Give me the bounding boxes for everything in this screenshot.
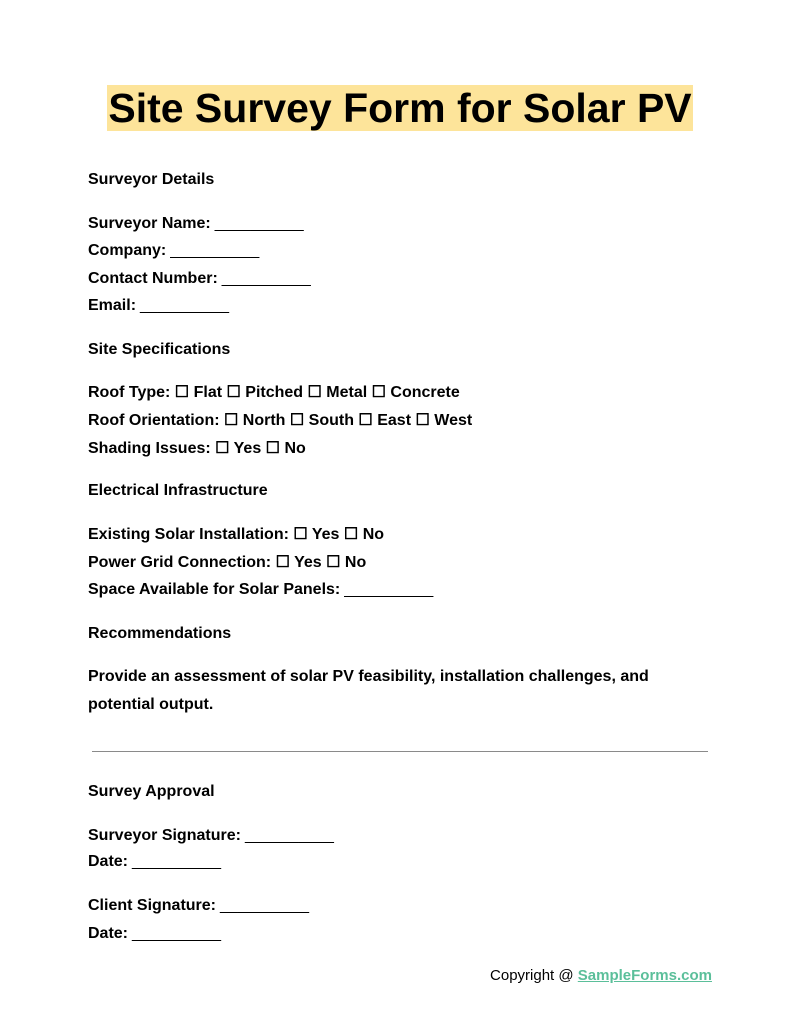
contact-blank[interactable]: __________ bbox=[221, 270, 311, 287]
section-heading-electrical: Electrical Infrastructure bbox=[88, 482, 268, 499]
section-heading-surveyor: Surveyor Details bbox=[88, 171, 215, 188]
existing-solar-row[interactable]: Existing Solar Installation: ☐ Yes ☐ No bbox=[88, 526, 385, 543]
client-date-label: Date: bbox=[88, 925, 129, 942]
company-row bbox=[88, 241, 259, 261]
surveyor-name-row bbox=[88, 214, 304, 234]
client-signature-row bbox=[88, 896, 309, 916]
email-row bbox=[88, 296, 229, 316]
email-label: Email: bbox=[88, 297, 137, 314]
client-signature-label: Client Signature: bbox=[88, 897, 217, 914]
roof-type-row[interactable]: Roof Type: ☐ Flat ☐ Pitched ☐ Metal ☐ Concrete bbox=[88, 384, 460, 401]
recommendations-text: Provide an assessment of solar PV feasibility, installation challenges, and potential output. bbox=[88, 668, 649, 713]
surveyor-signature-label: Surveyor Signature: bbox=[88, 827, 241, 844]
copyright-footer bbox=[490, 966, 712, 986]
shading-row[interactable]: Shading Issues: ☐ Yes ☐ No bbox=[88, 440, 306, 457]
space-label: Space Available for Solar Panels: bbox=[88, 581, 341, 598]
surveyor-date-label: Date: bbox=[88, 853, 129, 870]
client-signature-blank[interactable]: __________ bbox=[220, 897, 309, 914]
surveyor-name-blank[interactable]: __________ bbox=[214, 215, 304, 232]
company-label: Company: bbox=[88, 242, 167, 259]
email-blank[interactable]: __________ bbox=[140, 297, 229, 314]
divider bbox=[92, 751, 708, 752]
client-date-blank[interactable]: __________ bbox=[132, 925, 221, 942]
contact-label: Contact Number: bbox=[88, 270, 218, 287]
copyright-prefix: Copyright @ bbox=[490, 967, 578, 984]
roof-orientation-row[interactable]: Roof Orientation: ☐ North ☐ South ☐ East ☐ West bbox=[88, 412, 473, 429]
page-title: Site Survey Form for Solar PV bbox=[108, 85, 692, 131]
company-blank[interactable]: __________ bbox=[170, 242, 260, 259]
grid-connection-row[interactable]: Power Grid Connection: ☐ Yes ☐ No bbox=[88, 554, 367, 571]
surveyor-signature-row bbox=[88, 826, 334, 846]
space-row bbox=[88, 580, 433, 600]
surveyor-name-label: Surveyor Name: bbox=[88, 215, 211, 232]
sampleforms-link[interactable]: SampleForms.com bbox=[577, 967, 712, 984]
section-heading-recommendations: Recommendations bbox=[88, 625, 232, 642]
surveyor-date-blank[interactable]: __________ bbox=[132, 853, 221, 870]
section-heading-approval: Survey Approval bbox=[88, 783, 215, 800]
section-heading-site: Site Specifications bbox=[88, 341, 231, 358]
client-date-row bbox=[88, 924, 221, 944]
space-blank[interactable]: __________ bbox=[344, 581, 434, 598]
surveyor-signature-blank[interactable]: __________ bbox=[244, 827, 334, 844]
contact-row bbox=[88, 269, 311, 289]
surveyor-date-row bbox=[88, 852, 221, 872]
